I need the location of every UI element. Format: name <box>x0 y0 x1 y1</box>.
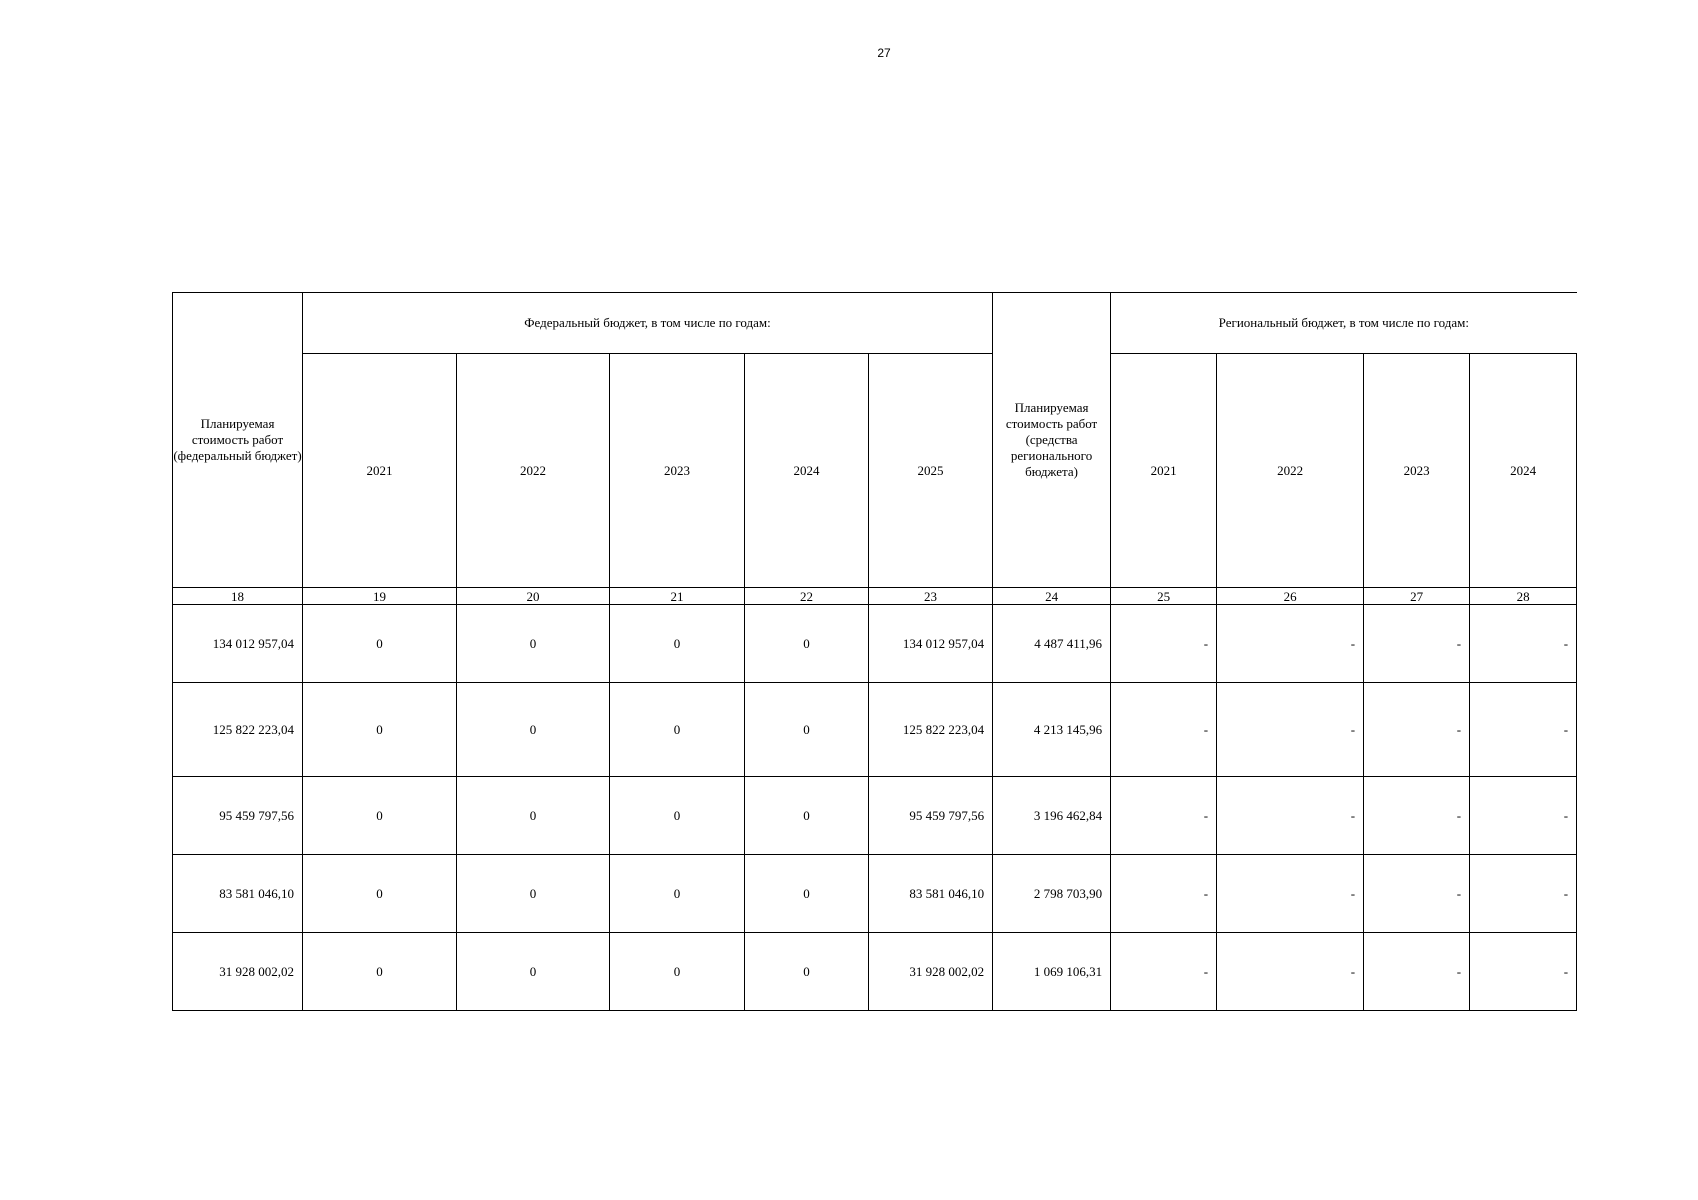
table-cell: 4 487 411,96 <box>993 605 1111 683</box>
federal-year-header: 2024 <box>745 354 869 588</box>
table-cell: 134 012 957,04 <box>173 605 303 683</box>
planned-cost-federal-header: Планируемая стоимость работ (федеральный бюджет) <box>173 293 303 588</box>
regional-year-header: 2022 <box>1217 354 1364 588</box>
column-number: 26 <box>1217 588 1364 605</box>
federal-year-header: 2021 <box>303 354 457 588</box>
table-cell: 4 213 145,96 <box>993 683 1111 777</box>
regional-year-header: 2021 <box>1111 354 1217 588</box>
table-cell: - <box>1111 605 1217 683</box>
table-cell: - <box>1111 933 1217 1011</box>
federal-year-header: 2023 <box>610 354 745 588</box>
planned-cost-regional-header: Планируемая стоимость работ (средства регионального бюджета) <box>993 293 1111 588</box>
table-cell: 83 581 046,10 <box>869 855 993 933</box>
table-row <box>173 777 1577 855</box>
table-cell: - <box>1364 933 1470 1011</box>
regional-budget-group-header: Региональный бюджет, в том числе по годам: <box>1111 293 1577 354</box>
table-cell: 31 928 002,02 <box>869 933 993 1011</box>
table-cell: - <box>1111 855 1217 933</box>
table-cell: - <box>1364 855 1470 933</box>
table-cell: - <box>1470 777 1577 855</box>
column-number: 20 <box>457 588 610 605</box>
table-cell: 0 <box>745 855 869 933</box>
budget-table <box>172 292 1577 1011</box>
table-body <box>173 605 1577 1011</box>
table-cell: 83 581 046,10 <box>173 855 303 933</box>
table-cell: - <box>1217 605 1364 683</box>
table-cell: 0 <box>745 777 869 855</box>
table-cell: 134 012 957,04 <box>869 605 993 683</box>
table-cell: 31 928 002,02 <box>173 933 303 1011</box>
column-number: 28 <box>1470 588 1577 605</box>
table-row <box>173 855 1577 933</box>
table-cell: - <box>1364 777 1470 855</box>
table-cell: 0 <box>457 855 610 933</box>
table-cell: - <box>1217 933 1364 1011</box>
table-cell: - <box>1364 683 1470 777</box>
table-cell: 2 798 703,90 <box>993 855 1111 933</box>
table-cell: - <box>1470 605 1577 683</box>
table-cell: 125 822 223,04 <box>173 683 303 777</box>
table-cell: 0 <box>303 777 457 855</box>
table-cell: 0 <box>610 777 745 855</box>
table-cell: - <box>1217 855 1364 933</box>
regional-year-header: 2023 <box>1364 354 1470 588</box>
table-header <box>173 293 1577 605</box>
table-cell: 0 <box>457 777 610 855</box>
table-cell: - <box>1470 855 1577 933</box>
table-cell: - <box>1111 683 1217 777</box>
table-cell: 0 <box>745 933 869 1011</box>
table-cell: 95 459 797,56 <box>173 777 303 855</box>
table-cell: 0 <box>457 605 610 683</box>
table-cell: 0 <box>610 683 745 777</box>
column-number: 25 <box>1111 588 1217 605</box>
table-cell: - <box>1111 777 1217 855</box>
regional-year-header: 2024 <box>1470 354 1577 588</box>
table-cell: 0 <box>610 933 745 1011</box>
table-row <box>173 683 1577 777</box>
table-cell: 0 <box>303 605 457 683</box>
column-number: 19 <box>303 588 457 605</box>
table-cell: 0 <box>610 855 745 933</box>
column-number: 27 <box>1364 588 1470 605</box>
federal-year-header: 2022 <box>457 354 610 588</box>
table-cell: 0 <box>303 683 457 777</box>
table-cell: - <box>1470 933 1577 1011</box>
table-cell: 0 <box>457 933 610 1011</box>
column-number: 23 <box>869 588 993 605</box>
table-cell: 0 <box>745 683 869 777</box>
federal-year-header: 2025 <box>869 354 993 588</box>
table-cell: 0 <box>745 605 869 683</box>
column-number: 21 <box>610 588 745 605</box>
table-cell: - <box>1364 605 1470 683</box>
table-cell: 0 <box>457 683 610 777</box>
table-row <box>173 933 1577 1011</box>
table-cell: 3 196 462,84 <box>993 777 1111 855</box>
table-cell: - <box>1217 777 1364 855</box>
table-cell: - <box>1470 683 1577 777</box>
column-number: 24 <box>993 588 1111 605</box>
page-number: 27 <box>877 46 891 60</box>
table-row <box>173 605 1577 683</box>
table-cell: - <box>1217 683 1364 777</box>
table-cell: 1 069 106,31 <box>993 933 1111 1011</box>
table-cell: 0 <box>303 933 457 1011</box>
table-cell: 125 822 223,04 <box>869 683 993 777</box>
column-number: 22 <box>745 588 869 605</box>
table-cell: 95 459 797,56 <box>869 777 993 855</box>
table-cell: 0 <box>610 605 745 683</box>
table-cell: 0 <box>303 855 457 933</box>
federal-budget-group-header: Федеральный бюджет, в том числе по годам: <box>303 293 993 354</box>
column-number: 18 <box>173 588 303 605</box>
